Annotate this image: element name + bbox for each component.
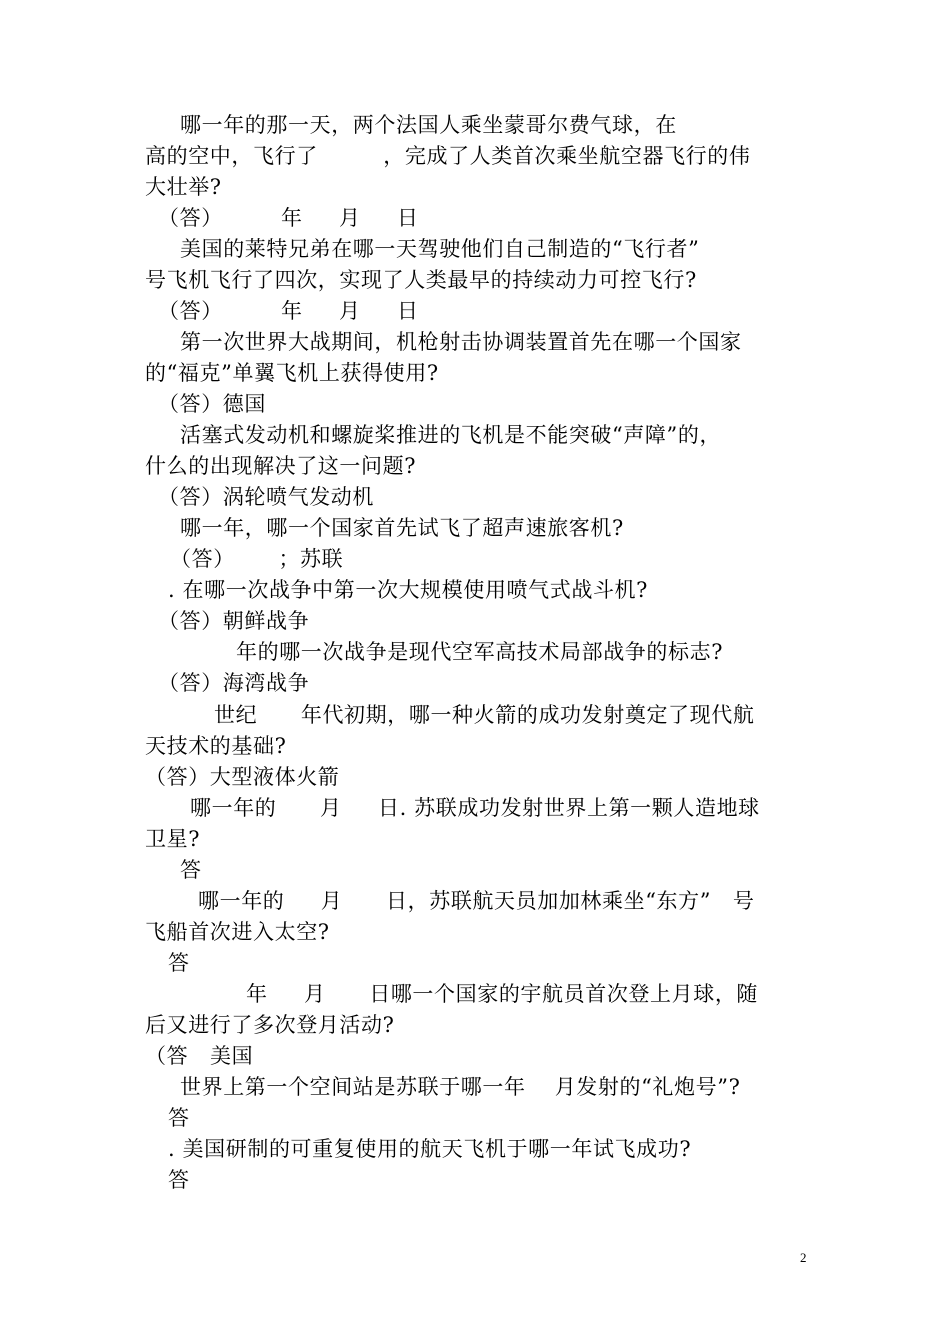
text-line: 哪一年的 月 日，苏联航天员加加林乘坐“东方” 号 bbox=[198, 889, 755, 913]
text-line: 世界上第一个空间站是苏联于哪一年 月发射的“礼炮号”? bbox=[180, 1075, 741, 1099]
text-line: 第一次世界大战期间，机枪射击协调装置首先在哪一个国家 bbox=[180, 330, 742, 354]
answer-line: （答） 年 月 日 bbox=[158, 299, 419, 323]
text-line: 的“福克”单翼飞机上获得使用? bbox=[145, 361, 439, 385]
answer-line: 答 bbox=[168, 1168, 190, 1192]
text-line: 美国的莱特兄弟在哪一天驾驶他们自己制造的“飞行者” bbox=[180, 237, 700, 261]
text-line: 哪一年，哪一个国家首先试飞了超声速旅客机? bbox=[180, 516, 624, 540]
text-line: 哪一年的那一天，两个法国人乘坐蒙哥尔费气球，在 bbox=[180, 113, 677, 137]
text-line: 哪一年的 月 日. 苏联成功发射世界上第一颗人造地球 bbox=[190, 796, 760, 820]
text-line: 后又进行了多次登月活动? bbox=[145, 1013, 395, 1037]
text-line: 年 月 日哪一个国家的宇航员首次登上月球，随 bbox=[246, 982, 759, 1006]
answer-line: （答 美国 bbox=[145, 1044, 254, 1068]
answer-line: 答 bbox=[180, 858, 202, 882]
text-line: . 美国研制的可重复使用的航天飞机于哪一年试飞成功? bbox=[168, 1137, 692, 1161]
text-line: 飞船首次进入太空? bbox=[145, 920, 330, 944]
text-line: 天技术的基础? bbox=[145, 734, 287, 758]
text-line: 世纪 年代初期，哪一种火箭的成功发射奠定了现代航 bbox=[214, 703, 755, 727]
answer-line: （答）海湾战争 bbox=[158, 671, 310, 695]
text-line: 年的哪一次战争是现代空军高技术局部战争的标志? bbox=[236, 640, 724, 664]
answer-line: （答） ；苏联 bbox=[170, 547, 344, 571]
text-line: 高的空中，飞行了 ，完成了人类首次乘坐航空器飞行的伟 bbox=[145, 144, 751, 168]
text-line: . 在哪一次战争中第一次大规模使用喷气式战斗机? bbox=[168, 578, 649, 602]
answer-line: 答 bbox=[168, 951, 190, 975]
answer-line: （答） 年 月 日 bbox=[158, 206, 419, 230]
answer-line: 答 bbox=[168, 1106, 190, 1130]
text-line: 号飞机飞行了四次，实现了人类最早的持续动力可控飞行? bbox=[145, 268, 697, 292]
answer-line: （答）涡轮喷气发动机 bbox=[158, 485, 374, 509]
page-number: 2 bbox=[800, 1250, 807, 1265]
text-line: 大壮举? bbox=[145, 175, 222, 199]
answer-line: （答）德国 bbox=[158, 392, 266, 416]
answer-line: （答）朝鲜战争 bbox=[158, 609, 310, 633]
answer-line: （答）大型液体火箭 bbox=[145, 765, 340, 789]
text-line: 卫星? bbox=[145, 827, 201, 851]
text-line: 活塞式发动机和螺旋桨推进的飞机是不能突破“声障”的， bbox=[180, 423, 722, 447]
text-line: 什么的出现解决了这一问题? bbox=[145, 454, 417, 478]
